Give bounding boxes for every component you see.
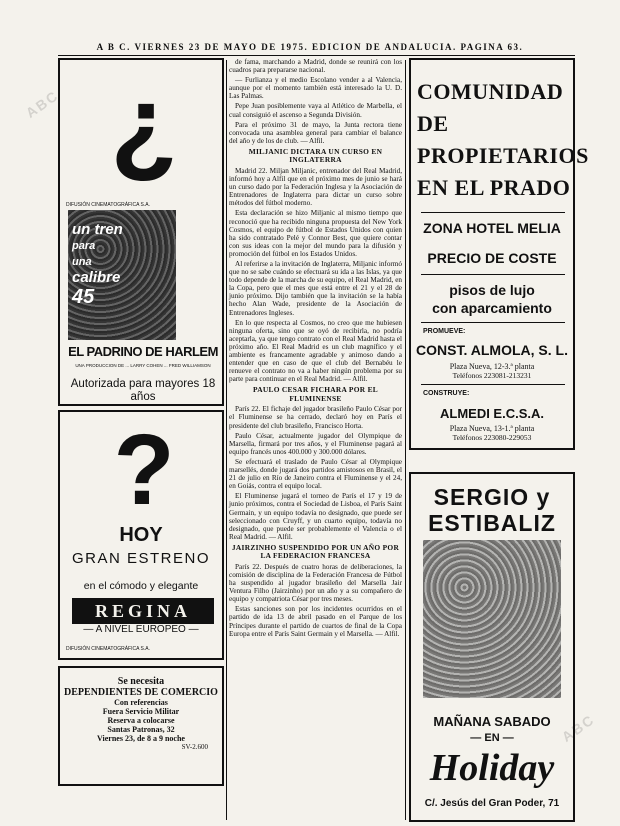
news-paragraph-9: París 22. El fichaje del jugador brasileño Paulo César por el Fluminense se ha cerrado, declaró hoy en París el presidente del club brasileño, Francisco Horta. (229, 405, 402, 430)
promueve-label: PROMUEVE: (423, 328, 466, 335)
estreno-label: GRAN ESTRENO (71, 550, 210, 567)
news-paragraph-4: Para el próximo 31 de mayo, la Junta rectora tiene convocada una asamblea general para cambiar el balance del año y de los de club. — Alfil. (229, 120, 402, 145)
poster-line-1: un tren (72, 221, 123, 238)
comodo-label: en el cómodo y elegante (83, 580, 199, 592)
left-column (58, 58, 224, 798)
poster-line-4: calibre (72, 269, 121, 286)
watermark-right: ABC (558, 711, 598, 745)
news-column (229, 58, 402, 818)
news-paragraph-11: Se efectuará el traslado de Paulo César al Olympique marsellés, donde jugará dos partidos amistosos en Brasil, el 21 de julio en Río de Janeiro contra el Fluminense y el 24, en Goiás, contra el equipo local. (229, 457, 402, 491)
classified-line-4: Fuera Servicio Militar (102, 707, 180, 716)
classified-line-6: Santas Patronas, 32 (107, 725, 175, 734)
news-paragraph-6: Esta declaración se hizo Miljanic al mismo tiempo que reconoció que ha recibido ninguna propuesta del New York Cosmos, el equipo de fútbol de Estados Unidos con quien ha sido contratado Pelé y Connor Best, que quiere contar con sus ideas con la mejor del mundo para la difusión y promoción del fútbol en los Estados Unidos. (229, 209, 402, 258)
distributor-label-2: DIFUSIÓN CINEMATOGRÁFICA S.A. (66, 646, 150, 652)
distributor-label: DIFUSIÓN CINEMATOGRÁFICA S.A. (66, 202, 150, 208)
news-paragraph-2: — Furlianza y el medio Escolano vender a al Valencia, aunque por el momento también está interesado la U. D. Las Palmas. (229, 76, 402, 101)
pisos-line-2: con aparcamiento (432, 300, 552, 316)
ad-title (417, 76, 589, 204)
ad-divider-2 (421, 274, 565, 275)
almedi-name: ALMEDI E.C.S.A. (439, 406, 544, 421)
movie-ad-regina (58, 410, 224, 660)
holiday-logo: Holiday (429, 747, 555, 789)
zona-label: ZONA HOTEL MELIA (423, 220, 561, 236)
pisos-line-1: pisos de lujo (449, 282, 535, 298)
news-paragraph-13: París 22. Después de cuatro horas de deliberaciones, la comisión de disciplina de la Federación Francesa de Fútbol ha suspendido al jugador brasileño del Marsella Jair Ventura Filho (Jairzinho) por un año y a su compañero de equipo y compatriota César por tres meses. (229, 562, 402, 604)
news-paragraph-14: Estas sanciones son por los incidentes ocurridos en el partido de ida 13 de abril pasado en el Parque de los Príncipes durante el partido de cuartos de final de la Copa Europa entre el París Saint Germain y el Marsella. — Alfil. (229, 605, 402, 638)
classified-ad (58, 666, 224, 786)
news-paragraph-5: Madrid 22. Miljan Miljanic, entrenador del Real Madrid, informó hoy a Alfil que en el próximo mes de junio se hará un curso dado por la Federación Inglesa y la Asociación de Entrenadores de Inglaterra para dictar un curso sobre métodos del fútbol moderno. (229, 166, 402, 208)
construye-label: CONSTRUYE: (423, 390, 470, 397)
classified-line-2: DEPENDIENTES DE COMERCIO (64, 687, 218, 698)
title-line-3: PROPIETARIOS (417, 143, 589, 168)
news-headline-miljanic: MILJANIC DICTARA UN CURSO EN INGLATERRA (248, 146, 383, 165)
classified-line-1: Se necesita (117, 676, 165, 687)
question-mark: ? (113, 414, 175, 526)
artist-photo (423, 540, 561, 698)
artist-name-2: ESTIBALIZ (428, 510, 556, 536)
const-almola: CONST. ALMOLA, S. L. (416, 342, 568, 358)
rating-notice: Autorizada para mayores 18 años (70, 378, 216, 403)
classified-line-5: Reserva a colocarse (107, 716, 175, 725)
news-headline-jairzinho: JAIRZINHO SUSPENDIDO POR UN AÑO POR LA FEDERACION FRANCESA (231, 542, 400, 561)
title-line-4: EN EL PRADO (417, 175, 571, 200)
column-rule-2 (405, 60, 406, 820)
ad-divider-4 (421, 384, 565, 385)
movie-credits: UNA PRODUCCION DE ... LARRY COHEN ... FRED WILLIAMSON (75, 363, 211, 368)
const-address: Plaza Nueva, 12-3.ª planta (449, 362, 535, 371)
title-line-1: COMUNIDAD (417, 79, 564, 104)
manana-label: MAÑANA SABADO (433, 714, 551, 729)
poster-line-2: para (72, 240, 96, 252)
watermark-left: ABC (22, 87, 62, 121)
movie-poster (68, 210, 176, 340)
header-rule (58, 55, 575, 56)
news-headline-paulo-cesar: PAULO CESAR FICHARA POR EL FLUMINENSE (252, 385, 379, 403)
poster-line-5: 45 (72, 286, 95, 308)
movie-title: EL PADRINO DE HARLEM (68, 344, 218, 359)
news-paragraph-8: En lo que respecta al Cosmos, no creo que me hubiesen ninguna oferta, sino que se oyó de recibirla, no podría aceptarla, ya que tengo contrato con el Real Madrid hasta el próximo año. El Real Madrid es un club magnífico y el ambiente es francamente agradable y animoso dando a entender que en caso de que el club del Bernabéu le renueve el contrato no va a haber ningún problema por su parte para continuar en el Real Madrid. — Alfil. (229, 318, 402, 384)
regina-banner (72, 598, 214, 624)
almedi-phones: Teléfonos 223080-229053 (452, 433, 532, 442)
news-paragraph-10: Paulo César, actualmente jugador del Olympique de Marsella, firmará por tres años, y el Fluminense pagará al equipo francés unos 400.000 y 300.000 dólares. (229, 431, 402, 456)
movie-ad-padrino (58, 58, 224, 406)
classified-line-3: Con referencias (114, 698, 168, 707)
venue-address: C/. Jesús del Gran Poder, 71 (424, 798, 560, 809)
real-estate-ad (409, 58, 589, 450)
title-line-2: DE (417, 111, 449, 136)
ad-divider-1 (421, 212, 565, 213)
classified-ref: SV-2.600 (181, 743, 208, 751)
page-header: A B C. VIERNES 23 DE MAYO DE 1975. EDICION DE ANDALUCIA. PAGINA 63. (96, 42, 524, 52)
const-phones: Teléfonos 223081-213231 (452, 371, 532, 380)
nivel-europeo: — A NIVEL EUROPEO — (83, 624, 199, 635)
classified-line-7: Viernes 23, de 8 a 9 noche (97, 734, 185, 743)
news-paragraph-3: Pepe Juan posiblemente vaya al Atlético de Marbella, el cual consiguió el ascenso a Segunda División. (229, 102, 402, 119)
concert-ad (409, 472, 575, 822)
question-mark-inverted: ¿ (110, 63, 178, 186)
precio-label: PRECIO DE COSTE (427, 250, 557, 266)
ad-divider-3 (421, 322, 565, 323)
almedi-address: Plaza Nueva, 13-1.ª planta (449, 424, 535, 433)
artist-name-1: SERGIO y (433, 484, 551, 510)
en-label: — EN — (470, 732, 514, 744)
poster-line-3: una (72, 256, 92, 268)
regina-name: REGINA (94, 601, 191, 621)
poster-title (72, 222, 162, 308)
news-paragraph-1: de fama, marchando a Madrid, donde se reunirá con los cuadros para prepararse nacional. (229, 58, 402, 75)
column-rule-1 (226, 60, 227, 820)
news-paragraph-7: Al referirse a la invitación de Inglaterra, Miljanic informó que no se sabe cuándo se efectuará su ida a las Islas, ya que todo depende de la marcha de su equipo, el Real Madrid, en la Copa, pero que el mes que está entre el 21 y el 28 de junio próximo. Dijo también que la invitación se la había hecho Alan Wade, presidente de la Asociación de Entrenadores Ingleses. (229, 259, 402, 317)
news-paragraph-12: El Fluminense jugará el torneo de París el 17 y 19 de junio próximos, contra el Sociedad de Lisboa, el París Saint Germain, y un equipo todavía no designado, que puede ser seleccionado con Cruyff, y un cuarto equipo, todavía no designado, que puede ser probablemente el Valencia o el Real Madrid. — Alfil. (229, 492, 402, 541)
hoy-label: HOY (119, 524, 163, 546)
